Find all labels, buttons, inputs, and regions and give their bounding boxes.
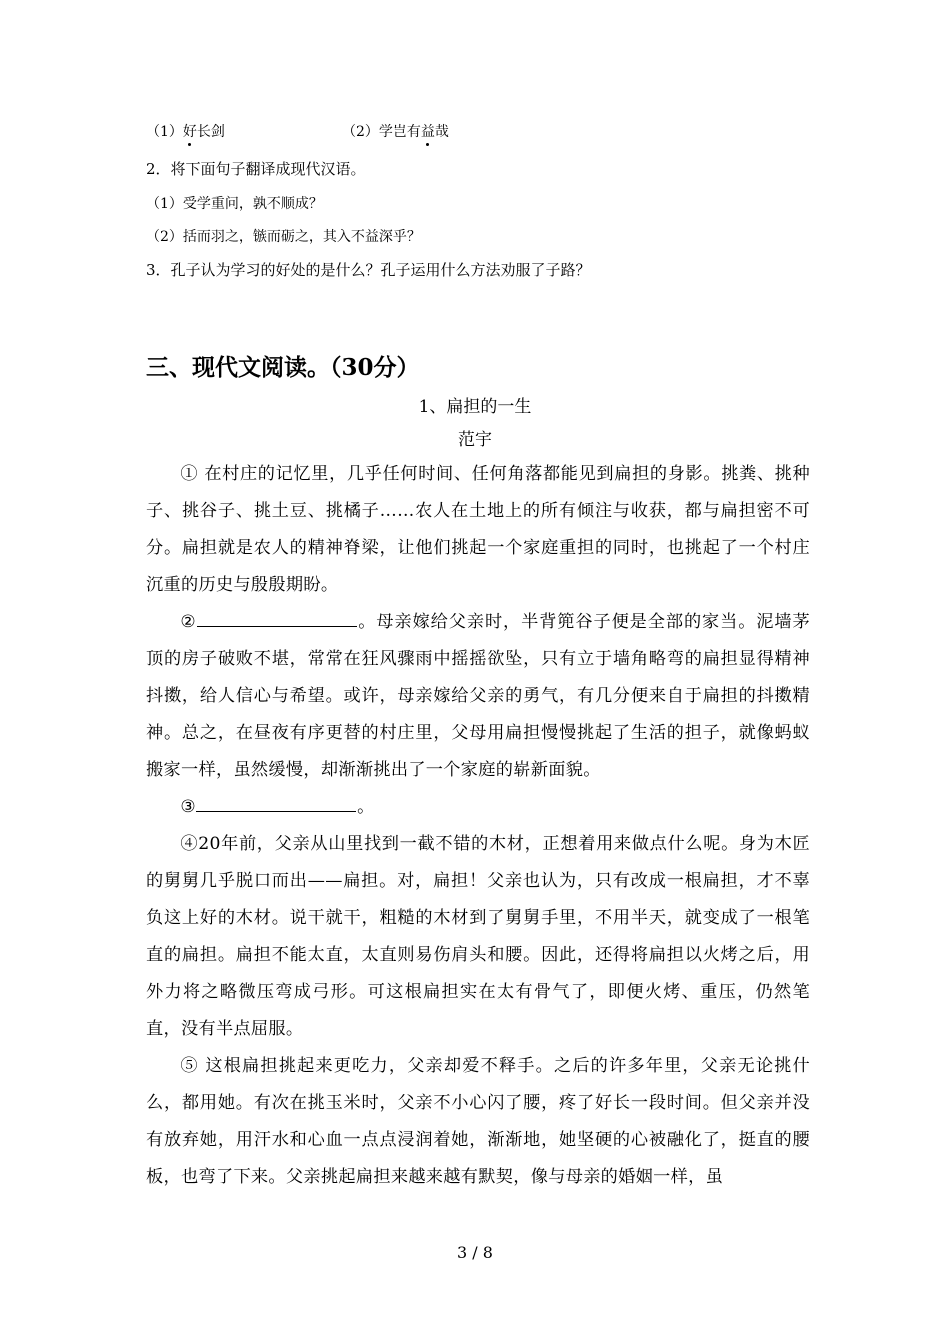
item-number: （2） (342, 124, 379, 140)
paragraph-5: ⑤ 这根扁担挑起来更吃力，父亲却爱不释手。之后的许多年里，父亲无论挑什么，都用她。有次在挑玉米时，父亲不小心闪了腰，疼了好长一段时间。但父亲并没有放弃她，用汗水和心血一点点浸润着她，渐渐地，她坚硬的心被融化了，挺直的腰板，也弯了下来。父亲挑起扁担来越来越有默契，像与母亲的婚姻一样，虽 (146, 1056, 810, 1187)
section-title: 三、现代文阅读。（30分） (146, 354, 420, 381)
paragraph-4: ④20年前，父亲从山里找到一截不错的木材，正想着用来做点什么呢。身为木匠的舅舅几乎脱口而出——扁担。对，扁担！父亲也认为，只有改成一根扁担，才不辜负这上好的木材。说干就干，粗糙的木材到了舅舅手里，不用半天，就变成了一根笔直的扁担。扁担不能太直，太直则易伤肩头和腰。因此，还得将扁担以火烤之后，用外力将之略微压弯成弓形。可这根扁担实在太有骨气了，即便火烤、重压，仍然笔直，没有半点屈服。 (146, 834, 810, 1039)
item-number: （1） (146, 124, 183, 140)
q1-item-2: （2）学岂有益哉 (342, 121, 449, 143)
article-title: 1、扁担的一生 (418, 397, 532, 417)
article-body (146, 456, 810, 1196)
question-2-label: 2．将下面句子翻译成现代汉语。 (146, 160, 366, 178)
paragraph-3: ③ 。 (146, 789, 810, 826)
dotted-char: 益 (421, 121, 435, 143)
q1-item-1: （1）好长剑 (146, 121, 225, 143)
article-author: 范宇 (458, 430, 492, 450)
question-2-item-2: （2）括而羽之，镞而砺之，其入不益深乎？ (146, 229, 421, 245)
question-2-item-1: （1）受学重问，孰不顺成？ (146, 196, 323, 212)
paragraph-1: ① 在村庄的记忆里，几乎任何时间、任何角落都能见到扁担的身影。挑粪、挑种子、挑谷子、挑土豆、挑橘子……农人在土地上的所有倾注与收获，都与扁担密不可分。扁担就是农人的精神脊梁，让他们挑起一个家庭重担的同时，也挑起了一个村庄沉重的历史与殷殷期盼。 (146, 464, 810, 595)
paragraph-number: ③ (180, 797, 197, 817)
question-3: 3．孔子认为学习的好处的是什么？孔子运用什么方法劝服了子路？ (146, 261, 591, 279)
paragraph-number: ② (180, 612, 197, 632)
paragraph-2: ② 。母亲嫁给父亲时，半背篼谷子便是全部的家当。泥墙茅顶的房子破败不堪，常常在狂风骤雨中摇摇欲坠，只有立于墙角略弯的扁担显得精神抖擞，给人信心与希望。或许，母亲嫁给父亲的勇气，有几分便来自于扁担的抖擞精神。总之，在昼夜有序更替的村庄里，父母用扁担慢慢挑起了生活的担子，就像蚂蚁搬家一样，虽然缓慢，却渐渐挑出了一个家庭的崭新面貌。 (146, 604, 810, 789)
fill-in-blank[interactable] (196, 791, 356, 812)
page-number: 3 / 8 (457, 1243, 493, 1262)
fill-in-blank[interactable] (197, 606, 357, 627)
dotted-char: 好 (183, 121, 197, 143)
